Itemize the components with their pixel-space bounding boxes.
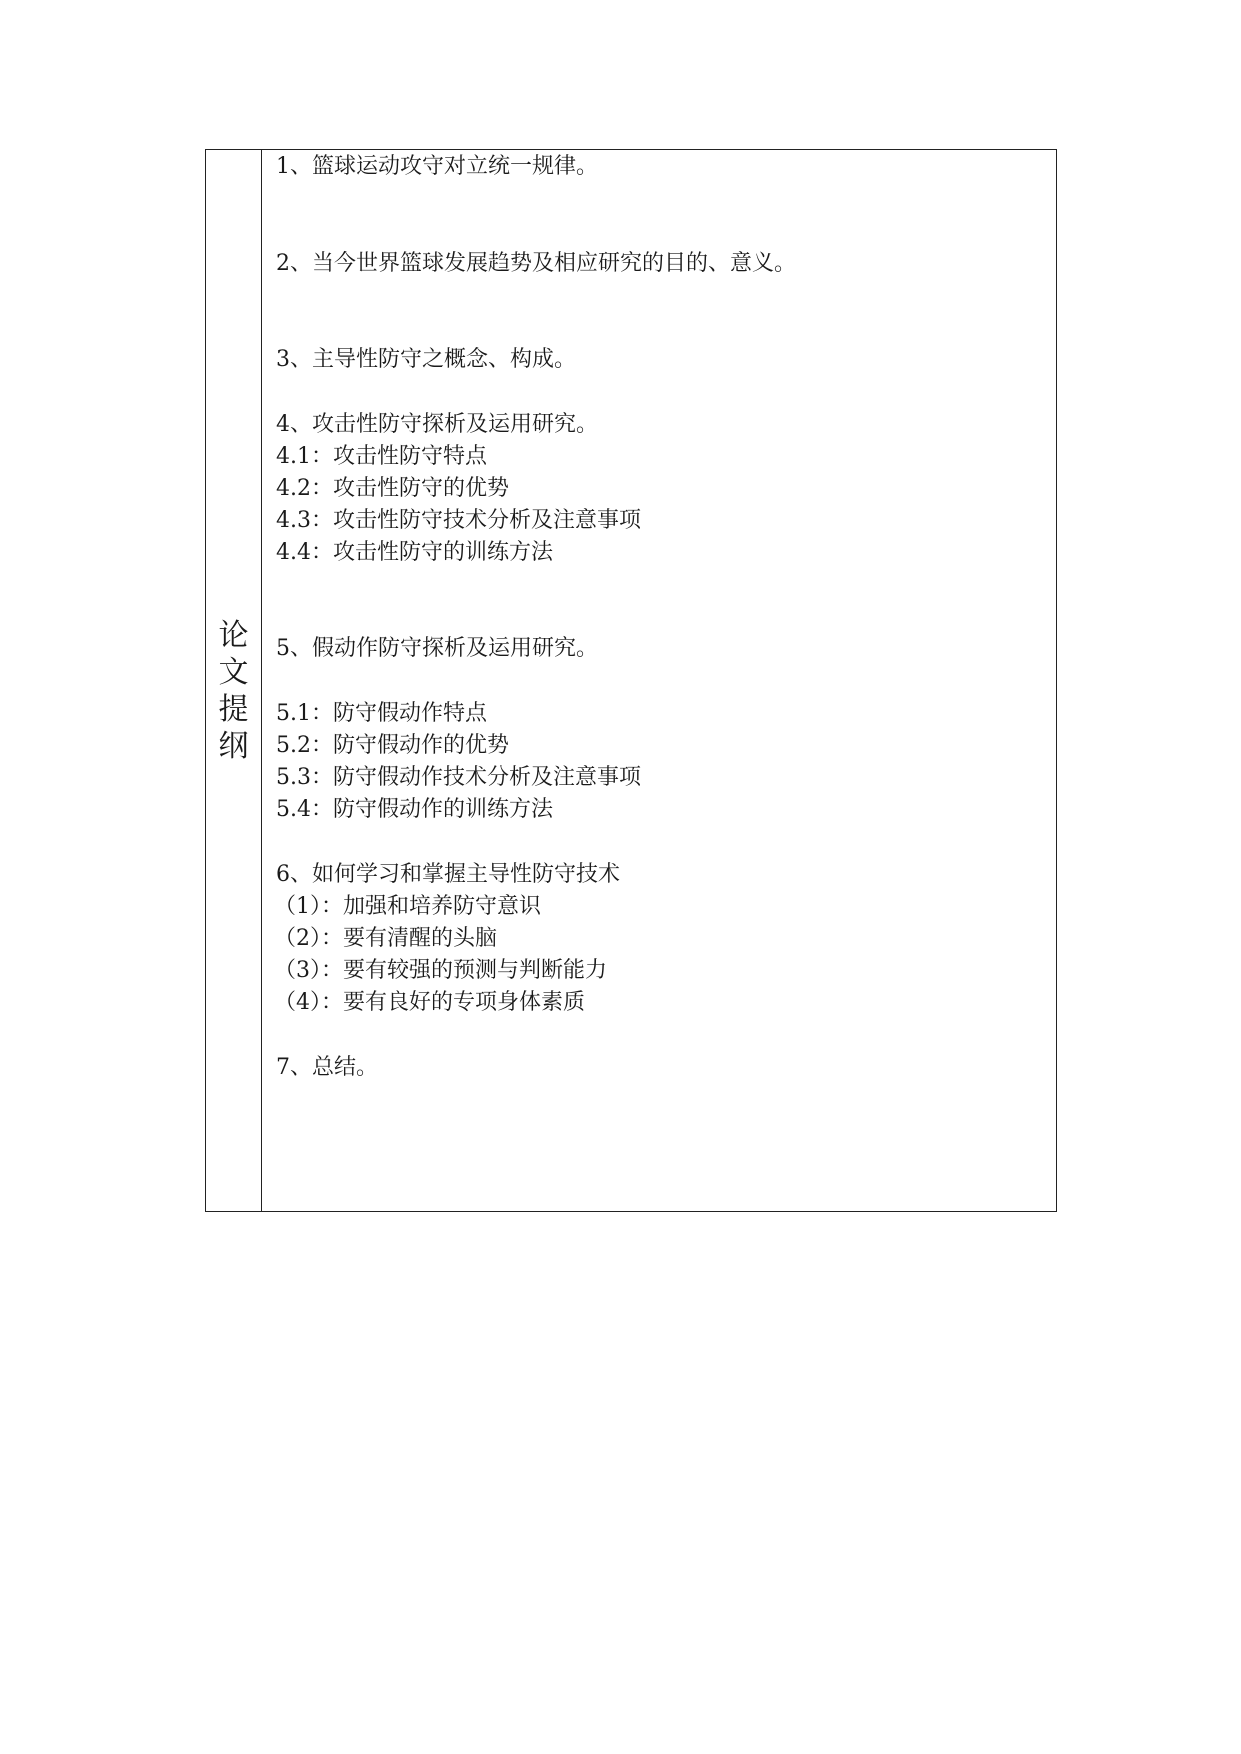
section-6-2: （2）：要有清醒的头脑	[274, 926, 497, 951]
section-5: 5、假动作防守探析及运用研究。	[276, 636, 598, 661]
label-char: 提	[218, 691, 249, 727]
outline-content-cell	[262, 150, 1056, 1211]
section-5-2: 5.2：防守假动作的优势	[276, 733, 509, 758]
section-5-3: 5.3：防守假动作技术分析及注意事项	[276, 765, 641, 790]
section-2: 2、当今世界篮球发展趋势及相应研究的目的、意义。	[276, 251, 796, 276]
label-char: 文	[218, 654, 249, 690]
section-4-4: 4.4：攻击性防守的训练方法	[276, 540, 553, 565]
section-4-2: 4.2：攻击性防守的优势	[276, 476, 509, 501]
outline-label	[219, 617, 249, 765]
outline-table	[205, 149, 1057, 1212]
section-4-3: 4.3：攻击性防守技术分析及注意事项	[276, 508, 641, 533]
label-char: 论	[218, 617, 249, 653]
section-3: 3、主导性防守之概念、构成。	[276, 347, 576, 372]
section-4: 4、攻击性防守探析及运用研究。	[276, 412, 598, 437]
section-5-4: 5.4：防守假动作的训练方法	[276, 797, 553, 822]
outline-label-cell	[206, 150, 262, 1211]
section-4-1: 4.1：攻击性防守特点	[276, 444, 487, 469]
section-6: 6、如何学习和掌握主导性防守技术	[276, 862, 620, 887]
section-1: 1、篮球运动攻守对立统一规律。	[276, 154, 598, 179]
label-char: 纲	[218, 728, 249, 764]
section-6-3: （3）：要有较强的预测与判断能力	[274, 958, 607, 983]
section-5-1: 5.1：防守假动作特点	[276, 701, 487, 726]
section-6-4: （4）：要有良好的专项身体素质	[274, 990, 585, 1015]
section-6-1: （1）：加强和培养防守意识	[274, 894, 541, 919]
section-7: 7、总结。	[276, 1055, 378, 1080]
